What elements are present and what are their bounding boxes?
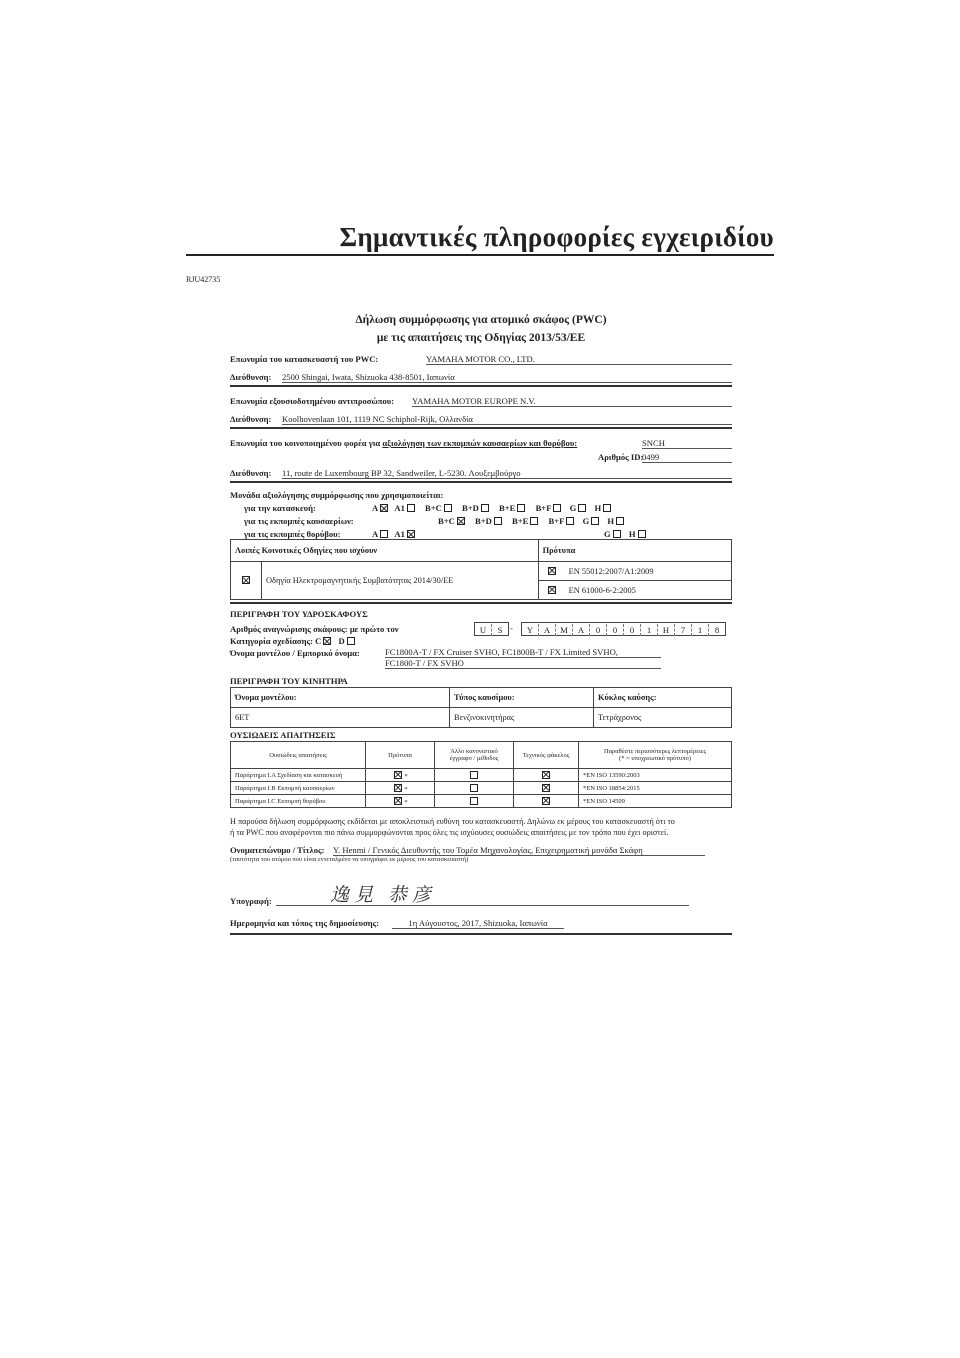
- hin-label: Αριθμός αναγνώρισης σκάφους: με πρώτο τον: [230, 624, 399, 634]
- bottom-rule: [230, 933, 732, 935]
- essential-req: Παράρτημα I.C Εκπομπή θορύβου: [231, 795, 366, 808]
- signature-image: 逸見 恭彦: [330, 885, 436, 906]
- model-name-line2: FC1800-T / FX SVHO: [385, 658, 661, 669]
- module-a-checkbox: [380, 530, 388, 538]
- std1-checkbox: [548, 567, 556, 575]
- hin-char: 0: [606, 624, 623, 636]
- module-row-exhaust-label: για τις εκπομπές καυσαερίων:: [244, 516, 354, 526]
- essential-header-detail-line2: (* = υποχρεωτικό πρότυπο): [619, 755, 691, 762]
- std2-checkbox: [548, 586, 556, 594]
- module-g-label: G: [604, 529, 611, 539]
- model-name-label: Όνομα μοντέλου / Εμπορικό όνομα:: [230, 648, 360, 658]
- std2-checkbox-cell: [538, 581, 565, 600]
- craft-section-title: ΠΕΡΙΓΡΑΦΗ ΤΟΥ ΥΔΡΟΣΚΑΦΟΥΣ: [230, 609, 368, 619]
- module-bc-checkbox: [457, 517, 465, 525]
- engine-fuel: Βενζινοκινητήρας: [450, 708, 594, 728]
- module-g-checkbox: [591, 517, 599, 525]
- essential-star: *: [404, 785, 408, 793]
- essential-tech-cell: [514, 769, 579, 782]
- hin-char: A: [572, 624, 589, 636]
- module-a-label: A: [372, 529, 379, 539]
- module-a-checkbox: [380, 504, 388, 512]
- module-h-label: H: [628, 529, 636, 539]
- hin-code-boxes: [521, 622, 726, 636]
- engine-model: 6ET: [231, 708, 450, 728]
- table-row: [231, 769, 732, 782]
- module-be-label: B+E: [512, 516, 529, 526]
- module-a1-checkbox: [407, 504, 415, 512]
- module-bc-label: B+C: [438, 516, 455, 526]
- engine-table: [230, 687, 732, 728]
- representative-address-label: Διεύθυνση:: [230, 414, 272, 424]
- section-rule: [230, 602, 732, 604]
- design-category-label: Κατηγορία σχεδίασης:: [230, 636, 313, 646]
- module-row-noise-label: για τις εκπομπές θορύβου:: [244, 529, 341, 539]
- module-row-exhaust: [438, 516, 626, 526]
- std2: EN 61000-6-2:2005: [565, 581, 732, 600]
- hin-char: 7: [674, 624, 691, 636]
- document-code: RJU42735: [186, 275, 221, 284]
- module-bc-checkbox: [444, 504, 452, 512]
- section-rule: [230, 481, 732, 483]
- hin-dash: -: [510, 623, 513, 633]
- essential-tech-cell: [514, 795, 579, 808]
- module-g-checkbox: [613, 530, 621, 538]
- engine-header-cycle: Κύκλος καύσης:: [594, 688, 732, 708]
- date-label: Ημερομηνία και τόπος της δημοσίευσης:: [230, 918, 380, 928]
- representative-address: Koolhovenlaan 101, 1119 NC Schiphol-Rijk, Ολλανδία: [282, 414, 732, 425]
- model-name-line1: FC1800A-T / FX Cruiser SVHO, FC1800B-T / FX Limited SVHO,: [385, 647, 661, 658]
- essential-detail: *EN ISO 14509: [579, 795, 732, 808]
- module-bf-checkbox: [566, 517, 574, 525]
- essential-other-cell: [435, 795, 514, 808]
- notified-id: 0499: [642, 452, 732, 463]
- module-bf-label: B+F: [535, 503, 552, 513]
- essential-header-detail-line1: Παραθέστε περισσότερες λεπτομέρειες: [603, 748, 707, 755]
- module-h-checkbox: [616, 517, 624, 525]
- module-bd-checkbox: [481, 504, 489, 512]
- notified-body-name: SNCH: [642, 438, 732, 449]
- essential-req: Παράρτημα I.A Σχεδίαση και κατασκευή: [231, 769, 366, 782]
- signature-label: Υπογραφή:: [230, 896, 272, 906]
- hin-char: 8: [708, 624, 725, 636]
- essential-std-checkbox: [394, 771, 402, 779]
- manufacturer-name: YAMAHA MOTOR CO., LTD.: [426, 354, 732, 365]
- module-bd-label: B+D: [475, 516, 492, 526]
- module-be-checkbox: [517, 504, 525, 512]
- representative-name: YAMAHA MOTOR EUROPE N.V.: [412, 396, 732, 407]
- hin-char: Y: [526, 625, 534, 635]
- module-row-construction-label: για την κατασκευή:: [244, 503, 316, 513]
- notified-address-label: Διεύθυνση:: [230, 468, 272, 478]
- hin-char: 1: [691, 624, 708, 636]
- module-g-label: G: [582, 516, 590, 526]
- essential-header-detail: [579, 742, 732, 769]
- statement-line2: ή τα PWC που αναφέρονται πιο πάνω συμμορφώνονται προς όλες τις ισχύουσες ουσιώδεις απαιτήσεις με τον τρόπο που έχει οριστεί.: [230, 828, 669, 837]
- module-a1-checkbox: [407, 530, 415, 538]
- statement-line1: Η παρούσα δήλωση συμμόρφωσης εκδίδεται με αποκλειστική ευθύνη του κατασκευαστή. Δηλώνω εκ μέρους του κατασκευαστή ότι το: [230, 817, 675, 826]
- essential-header-other-line1: Άλλο κανονιστικό: [450, 748, 498, 755]
- essential-table: [230, 741, 732, 808]
- module-h-label: H: [594, 503, 602, 513]
- directives-header-other: Λοιπές Κοινοτικές Οδηγίες που ισχύουν: [231, 540, 539, 562]
- module-bc-label: B+C: [425, 503, 442, 513]
- hin-char: 1: [640, 624, 657, 636]
- signatory-name: Y. Henmi / Γενικός Διευθυντής του Τομέα Μηχανολογίας, Επιχειρηματική μονάδα Σκάφη: [333, 845, 705, 856]
- directive-emc: Οδηγία Ηλεκτρομαγνητικής Συμβατότητας 2014/30/ΕΕ: [262, 562, 539, 600]
- module-bf-checkbox: [553, 504, 561, 512]
- module-h-checkbox: [603, 504, 611, 512]
- essential-other-checkbox: [470, 771, 478, 779]
- notified-body-label-underlined: αξιολόγηση των εκπομπών καυσαερίων και θορύβου:: [382, 438, 578, 448]
- essential-std-cell: [366, 795, 435, 808]
- essential-tech-checkbox: [542, 797, 550, 805]
- module-g-checkbox: [578, 504, 586, 512]
- module-a1-label: A1: [394, 529, 405, 539]
- essential-std-cell: [366, 782, 435, 795]
- manufacturer-name-label: Επωνυμία του κατασκευαστή του PWC:: [230, 354, 379, 364]
- essential-detail: *EN ISO 18854:2015: [579, 782, 732, 795]
- hin-country-boxes: [474, 622, 509, 636]
- essential-tech-checkbox: [542, 771, 550, 779]
- module-bf-label: B+F: [548, 516, 565, 526]
- std1: EN 55012:2007/A1:2009: [565, 562, 732, 581]
- manufacturer-address: 2500 Shingai, Iwata, Shizuoka 438-8501, Ιαπωνία: [282, 372, 732, 383]
- module-be-label: B+E: [499, 503, 516, 513]
- engine-cycle: Τετράχρονος: [594, 708, 732, 728]
- hin-char: H: [657, 624, 674, 636]
- essential-star: *: [404, 772, 408, 780]
- module-h-label: H: [607, 516, 615, 526]
- hin-char: 0: [589, 624, 606, 636]
- section-rule: [230, 427, 732, 429]
- category-c-checkbox: [323, 637, 331, 645]
- section-rule: [230, 385, 732, 387]
- hin-char: S: [491, 624, 508, 636]
- module-row-construction: [372, 503, 613, 513]
- module-title: Μονάδα αξιολόγησης συμμόρφωσης που χρησιμοποιείται:: [230, 490, 444, 500]
- module-row-noise: [372, 529, 417, 539]
- hin-char: 0: [623, 624, 640, 636]
- engine-header-fuel: Τύπος καυσίμου:: [450, 688, 594, 708]
- essential-other-checkbox: [470, 797, 478, 805]
- essential-header-other: [435, 742, 514, 769]
- module-h-checkbox: [638, 530, 646, 538]
- engine-section-title: ΠΕΡΙΓΡΑΦΗ ΤΟΥ ΚΙΝΗΤΗΡΑ: [230, 676, 348, 686]
- essential-other-checkbox: [470, 784, 478, 792]
- notified-address: 11, route de Luxembourg BP 32, Sandweiler, L-5230. Λουξεμβούργο: [282, 468, 732, 479]
- table-row: [231, 782, 732, 795]
- doc-title: Δήλωση συμμόρφωσης για ατομικό σκάφος (PWC): [355, 314, 607, 326]
- hin-char: A: [538, 624, 555, 636]
- std1-checkbox-cell: [538, 562, 565, 581]
- design-category: [230, 636, 357, 646]
- directives-table: [230, 539, 732, 600]
- doc-subtitle: με τις απαιτήσεις της Οδηγίας 2013/53/ΕΕ: [376, 332, 586, 344]
- manufacturer-address-label: Διεύθυνση:: [230, 372, 272, 382]
- page-header: Σημαντικές πληροφορίες εγχειριδίου: [339, 222, 774, 252]
- essential-header-tech: Τεχνικός φάκελος: [514, 742, 579, 769]
- header-rule: [186, 254, 774, 256]
- essential-std-checkbox: [394, 797, 402, 805]
- module-a1-label: A1: [394, 503, 405, 513]
- notified-body-label-text: Επωνυμία του κοινοποιημένου φορέα για: [230, 438, 381, 448]
- essential-std-checkbox: [394, 784, 402, 792]
- module-a-label: A: [372, 503, 379, 513]
- category-c-label: C: [315, 636, 322, 646]
- category-d-label: D: [338, 636, 345, 646]
- signatory-name-label: Ονοματεπώνυμο / Τίτλος:: [230, 845, 325, 855]
- module-bd-label: B+D: [462, 503, 479, 513]
- module-bd-checkbox: [494, 517, 502, 525]
- directive-checkbox-cell: [231, 562, 262, 600]
- essential-header-req: Ουσιώδεις απαιτήσεις: [231, 742, 366, 769]
- category-d-checkbox: [347, 637, 355, 645]
- table-row: [231, 795, 732, 808]
- date-place: 1η Αύγουστος, 2017, Shizuoka, Ιαπωνία: [392, 918, 564, 929]
- engine-header-model: Όνομα μοντέλου:: [231, 688, 450, 708]
- essential-other-cell: [435, 769, 514, 782]
- hin-char: U: [479, 625, 487, 635]
- essential-tech-checkbox: [542, 784, 550, 792]
- notified-id-label: Αριθμός ID:: [598, 452, 644, 462]
- essential-star: *: [404, 798, 408, 806]
- directives-header-standards: Πρότυπα: [538, 540, 731, 562]
- signatory-note: (ταυτότητα του ατόμου που είναι εντεταλμένο να υπογράφει εκ μέρους του κατασκευαστή): [230, 856, 469, 863]
- module-be-checkbox: [530, 517, 538, 525]
- hin-char: M: [555, 624, 572, 636]
- representative-name-label: Επωνυμία εξουσιοδοτημένου αντιπροσώπου:: [230, 396, 395, 406]
- essential-header-std: Πρότυπα: [366, 742, 435, 769]
- essential-header-other-line2: έγγραφο / μέθοδος: [449, 755, 499, 762]
- essential-detail: *EN ISO 13590:2003: [579, 769, 732, 782]
- essential-section-title: ΟΥΣΙΩΔΕΙΣ ΑΠΑΙΤΗΣΕΙΣ: [230, 730, 336, 740]
- essential-other-cell: [435, 782, 514, 795]
- module-row-noise-gh: [604, 529, 648, 539]
- directive-checkbox: [242, 576, 250, 584]
- essential-std-cell: [366, 769, 435, 782]
- notified-body-label: [230, 438, 577, 448]
- essential-req: Παράρτημα I.B Εκπομπή καυσαερίων: [231, 782, 366, 795]
- module-g-label: G: [569, 503, 577, 513]
- essential-tech-cell: [514, 782, 579, 795]
